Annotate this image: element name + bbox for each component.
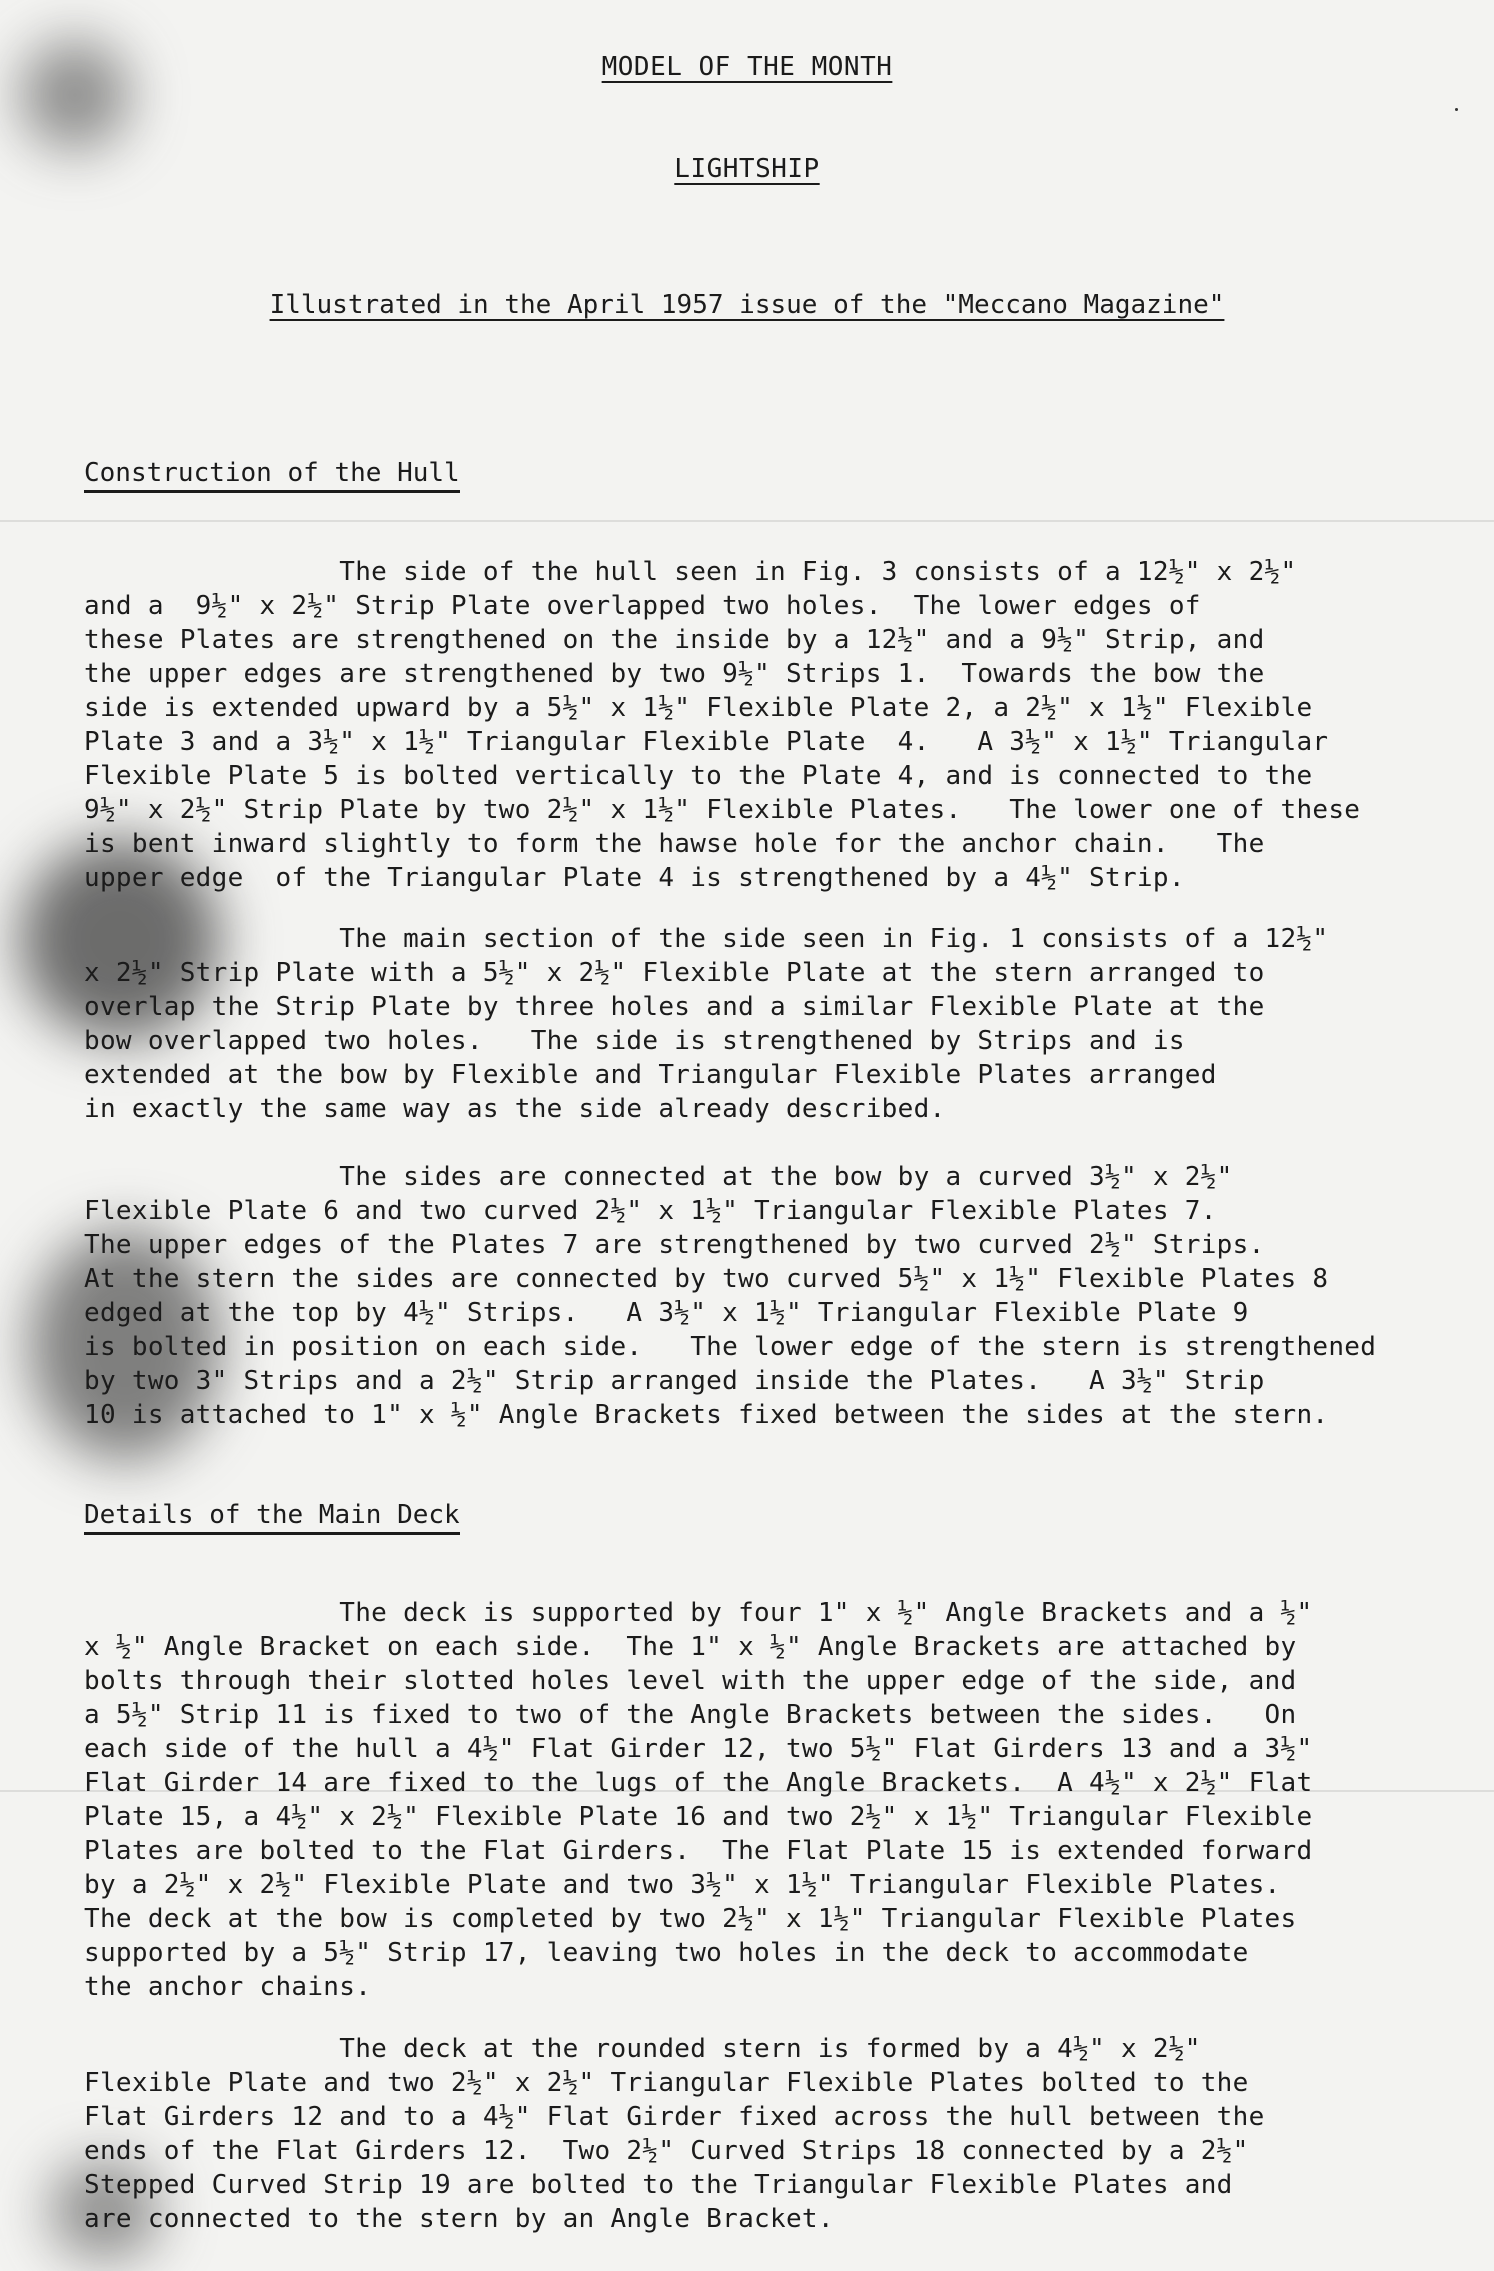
- text-line: side is extended upward by a 5½" x 1½" Flexible Plate 2, a 2½" x 1½" Flexible: [84, 693, 1313, 723]
- text-line: Plate 15, a 4½" x 2½" Flexible Plate 16 and two 2½" x 1½" Triangular Flexible: [84, 1802, 1313, 1832]
- paper-fold-1: [0, 520, 1494, 522]
- text-line: The deck at the bow is completed by two 2½" x 1½" Triangular Flexible Plates: [84, 1904, 1297, 1934]
- text-line: and a 9½" x 2½" Strip Plate overlapped two holes. The lower edges of: [84, 591, 1201, 621]
- text-line: bolts through their slotted holes level with the upper edge of the side, and: [84, 1666, 1297, 1696]
- text-line: each side of the hull a 4½" Flat Girder 12, two 5½" Flat Girders 13 and a 3½": [84, 1734, 1313, 1764]
- header-title: MODEL OF THE MONTH: [601, 52, 893, 82]
- model-name: LIGHTSHIP: [674, 154, 820, 184]
- text-line: edged at the top by 4½" Strips. A 3½" x 1½" Triangular Flexible Plate 9: [84, 1298, 1249, 1328]
- text-line: Flexible Plate 6 and two curved 2½" x 1½" Triangular Flexible Plates 7.: [84, 1196, 1217, 1226]
- text-line: 10 is attached to 1" x ½" Angle Brackets fixed between the sides at the stern.: [84, 1400, 1329, 1430]
- text-line: the upper edges are strengthened by two 9½" Strips 1. Towards the bow the: [84, 659, 1265, 689]
- text-line: Flat Girders 12 and to a 4½" Flat Girder fixed across the hull between the: [84, 2102, 1265, 2132]
- paragraph-main-section: [84, 922, 1424, 1126]
- text-line: extended at the bow by Flexible and Triangular Flexible Plates arranged: [84, 1060, 1217, 1090]
- text-line: At the stern the sides are connected by two curved 5½" x 1½" Flexible Plates 8: [84, 1264, 1329, 1294]
- text-line: the anchor chains.: [84, 1972, 372, 2002]
- text-line: is bolted in position on each side. The lower edge of the stern is strengthened: [84, 1332, 1377, 1362]
- text-line: x 2½" Strip Plate with a 5½" x 2½" Flexible Plate at the stern arranged to: [84, 958, 1265, 988]
- text-line: The deck at the rounded stern is formed by a 4½" x 2½": [84, 2034, 1201, 2064]
- text-line: The side of the hull seen in Fig. 3 consists of a 12½" x 2½": [84, 557, 1297, 587]
- paragraph-deck-support: [84, 1596, 1424, 2004]
- text-line: Plate 3 and a 3½" x 1½" Triangular Flexible Plate 4. A 3½" x 1½" Triangular: [84, 727, 1329, 757]
- text-line: Plates are bolted to the Flat Girders. The Flat Plate 15 is extended forward: [84, 1836, 1313, 1866]
- text-line: bow overlapped two holes. The side is strengthened by Strips and is: [84, 1026, 1185, 1056]
- punch-mark: [1455, 108, 1458, 111]
- text-line: are connected to the stern by an Angle Bracket.: [84, 2204, 834, 2234]
- text-line: a 5½" Strip 11 is fixed to two of the Angle Brackets between the sides. On: [84, 1700, 1297, 1730]
- text-line: is bent inward slightly to form the hawse hole for the anchor chain. The: [84, 829, 1265, 859]
- text-line: supported by a 5½" Strip 17, leaving two holes in the deck to accommodate: [84, 1938, 1249, 1968]
- text-line: Flat Girder 14 are fixed to the lugs of the Angle Brackets. A 4½" x 2½" Flat: [84, 1768, 1313, 1798]
- text-line: The deck is supported by four 1" x ½" Angle Brackets and a ½": [84, 1598, 1313, 1628]
- text-line: overlap the Strip Plate by three holes and a similar Flexible Plate at the: [84, 992, 1265, 1022]
- text-line: Flexible Plate 5 is bolted vertically to the Plate 4, and is connected to the: [84, 761, 1313, 791]
- text-line: Flexible Plate and two 2½" x 2½" Triangular Flexible Plates bolted to the: [84, 2068, 1249, 2098]
- paragraph-rounded-stern: [84, 2032, 1424, 2236]
- section-heading-deck: Details of the Main Deck: [84, 1500, 460, 1530]
- show-through-text: [1200, 8, 1214, 36]
- text-line: The sides are connected at the bow by a curved 3½" x 2½": [84, 1162, 1233, 1192]
- text-line: The upper edges of the Plates 7 are strengthened by two curved 2½" Strips.: [84, 1230, 1265, 1260]
- section-heading-hull: Construction of the Hull: [84, 458, 460, 488]
- text-line: ends of the Flat Girders 12. Two 2½" Curved Strips 18 connected by a 2½": [84, 2136, 1249, 2166]
- text-line: these Plates are strengthened on the inside by a 12½" and a 9½" Strip, and: [84, 625, 1265, 655]
- paragraph-hull-side: [84, 555, 1424, 895]
- text-line: The main section of the side seen in Fig. 1 consists of a 12½": [84, 924, 1329, 954]
- text-line: in exactly the same way as the side already described.: [84, 1094, 946, 1124]
- text-line: upper edge of the Triangular Plate 4 is strengthened by a 4½" Strip.: [84, 863, 1185, 893]
- text-line: x ½" Angle Bracket on each side. The 1" x ½" Angle Brackets are attached by: [84, 1632, 1297, 1662]
- illustrated-note: Illustrated in the April 1957 issue of the "Meccano Magazine": [269, 290, 1225, 320]
- text-line: 9½" x 2½" Strip Plate by two 2½" x 1½" Flexible Plates. The lower one of these: [84, 795, 1361, 825]
- text-line: Stepped Curved Strip 19 are bolted to the Triangular Flexible Plates and: [84, 2170, 1233, 2200]
- text-line: by a 2½" x 2½" Flexible Plate and two 3½" x 1½" Triangular Flexible Plates.: [84, 1870, 1281, 1900]
- paragraph-sides-connected: [84, 1160, 1424, 1432]
- text-line: by two 3" Strips and a 2½" Strip arranged inside the Plates. A 3½" Strip: [84, 1366, 1265, 1396]
